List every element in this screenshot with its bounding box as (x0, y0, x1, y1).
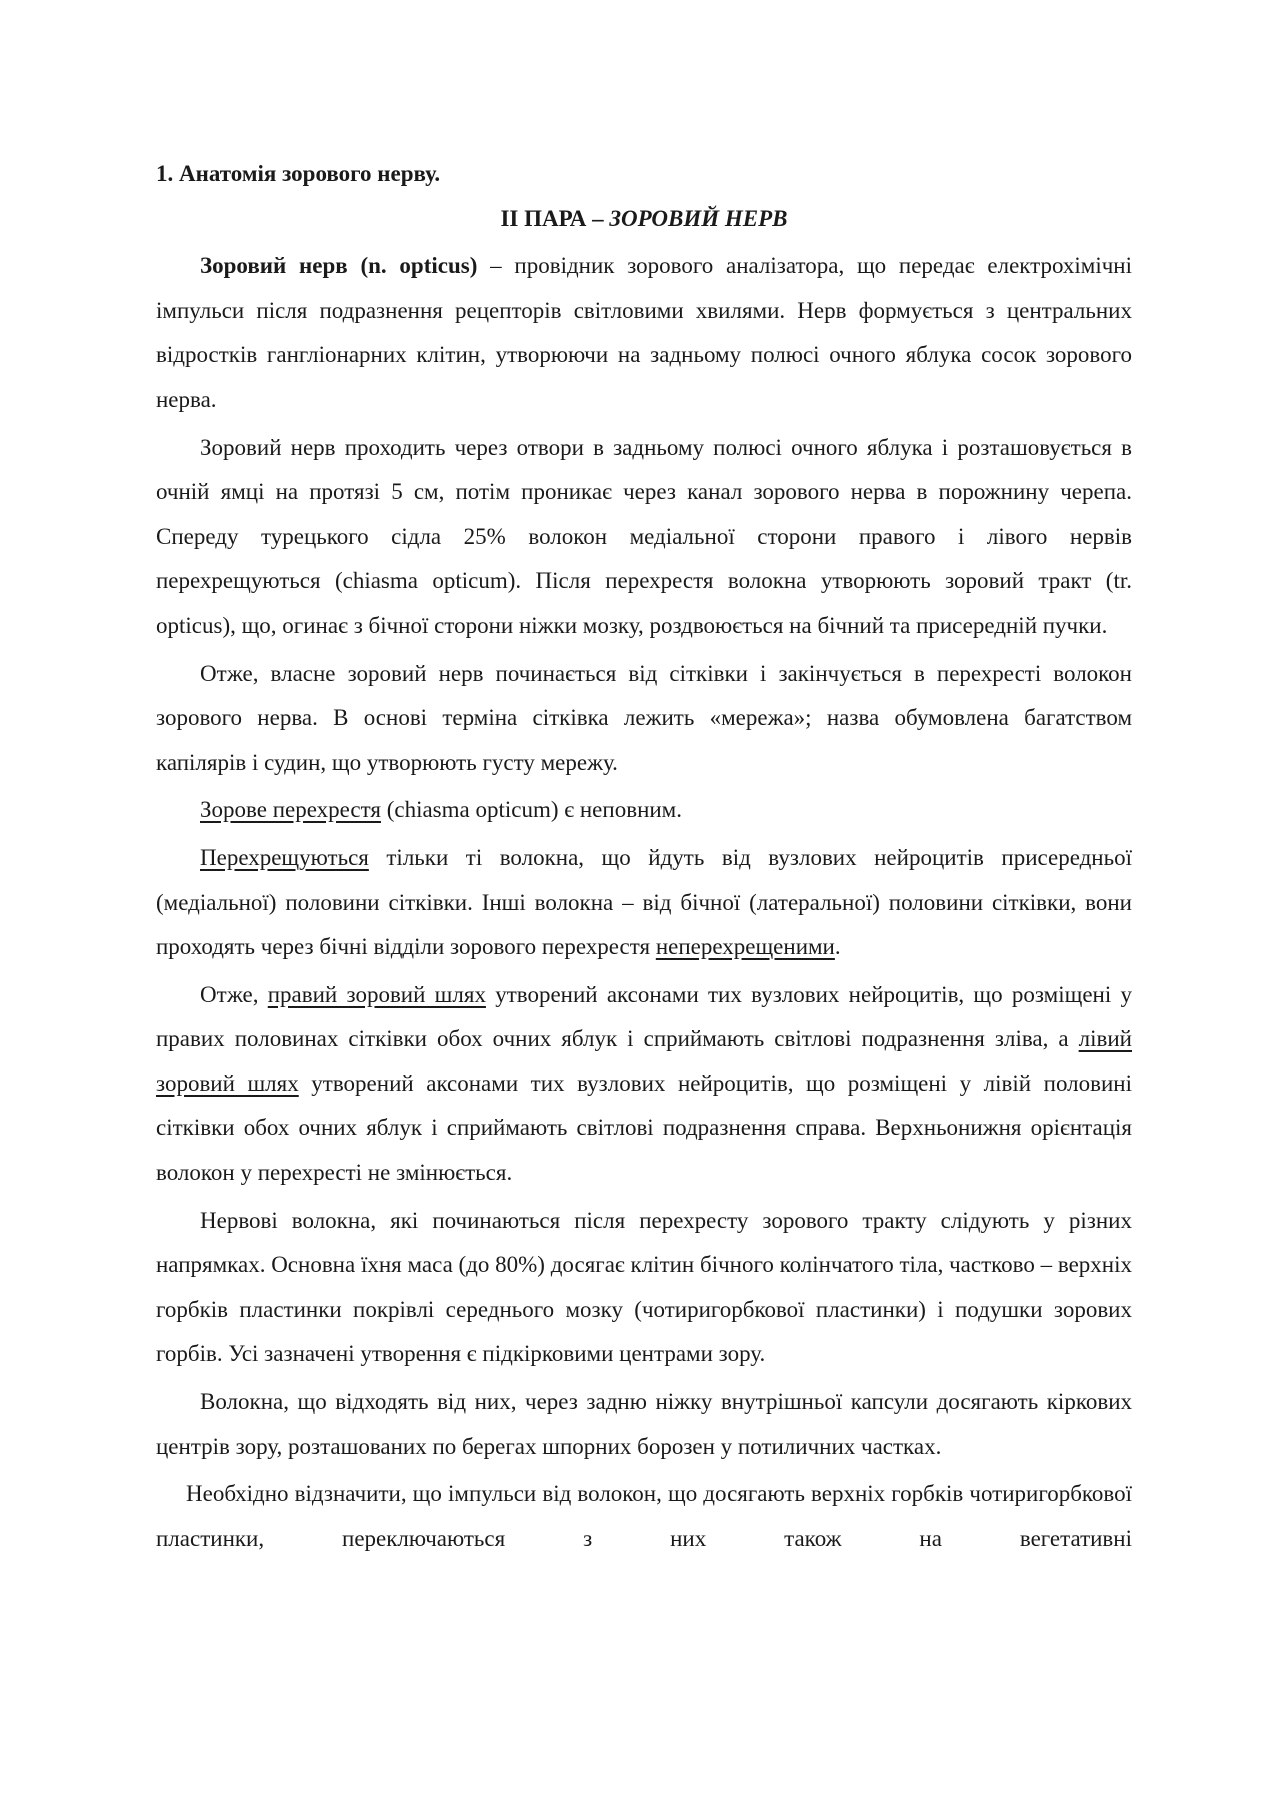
subtitle (156, 197, 1132, 242)
paragraph-6 (156, 973, 1132, 1196)
paragraph-1-text: – провідник зорового аналізатора, що передає електрохімічні імпульси після подразнення рецепторів світловими хвилями. Нерв формується з центральних відростків гангліонарних клітин, утворюючи на задньому полюсі очного яблука сосок зорового нерва. (156, 253, 1133, 412)
paragraph-6-end: утворений аксонами тих вузлових нейроцитів, що розміщені у лівій половині сітківки обох очних яблук і сприймають світлові подразнення справа. Верхньонижня орієнтація волокон у перехресті не змінюється. (156, 1070, 1132, 1186)
paragraph-1-bold: Зоровий нерв (n. opticus) (200, 253, 478, 279)
document-page (156, 152, 1132, 1564)
paragraph-2: Зоровий нерв проходить через отвори в задньому полюсі очного яблука і розташовується в очній ямці на протязі 5 см, потім проникає через канал зорового нерва в порожнину черепа. Спереду турецького сідла 25% волокон медіальної сторони правого і лівого нервів перехрещуються (chiasma opticum). Після перехрестя волокна утворюють зоровий тракт (tr. opticus), що, огинає з бічної сторони ніжки мозку, роздвоюється на бічний та присередній пучки. (156, 434, 1132, 638)
paragraph-5-text: тільки ті волокна, що йдуть від вузлових нейроцитів присередньої (медіальної) половини сітківки. Інші волокна – від бічної (латеральної) половини сітківки, вони проходять через бічні відділи зорового перехрестя (156, 844, 1132, 960)
paragraph-5-underlined: Перехрещуються (200, 844, 369, 870)
paragraph-6-underlined-1: правий зоровий шлях (267, 981, 486, 1007)
paragraph-3: Отже, власне зоровий нерв починається від сітківки і закінчується в перехресті волокон зорового нерва. В основі терміна сітківка лежить «мережа»; назва обумовлена багатством капілярів і судин, що утворюють густу мережу. (156, 660, 1132, 775)
paragraph-4-underlined: Зорове перехрестя (200, 797, 381, 823)
paragraph-6-underlined-2: лівий зоровий шлях (156, 1026, 1132, 1096)
paragraph-4 (156, 788, 1132, 833)
paragraph-8: Волокна, що відходять від них, через задню ніжку внутрішньої капсули досягають кіркових центрів зору, розташованих по берегах шпорних борозен у потиличних частках. (156, 1389, 1132, 1459)
subtitle-italic: ЗОРОВИЙ НЕРВ (609, 205, 788, 231)
paragraph-6-start: Отже, (200, 981, 268, 1007)
paragraph-9: Необхідно відзначити, що імпульси від волокон, що досягають верхніх горбків чотиригорбкової пластинки, переключаються з них також на вегетативні (156, 1481, 1132, 1551)
paragraph-4-text: (chiasma opticum) є неповним. (380, 797, 682, 823)
paragraph-5-end: . (834, 934, 841, 960)
section-title: 1. Анатомія зорового нерву. (156, 161, 441, 186)
paragraph-1 (156, 244, 1132, 422)
paragraph-5-underlined-end: неперехрещеними (655, 934, 835, 960)
paragraph-6-middle: утворений аксонами тих вузлових нейроцитів, що розміщені у правих половинах сітківки обох очних яблук і сприймають світлові подразнення зліва, а (156, 981, 1132, 1052)
paragraph-5 (156, 836, 1132, 970)
subtitle-prefix: II ПАРА – (500, 205, 610, 231)
paragraph-7: Нервові волокна, які починаються після перехресту зорового тракту слідують у різних напрямках. Основна їхня маса (до 80%) досягає клітин бічного колінчатого тіла, частково – верхніх горбків пластинки покрівлі середнього мозку (чотиригорбкової пластинки) і подушки зорових горбів. Усі зазначені утворення є підкірковими центрами зору. (156, 1207, 1132, 1367)
